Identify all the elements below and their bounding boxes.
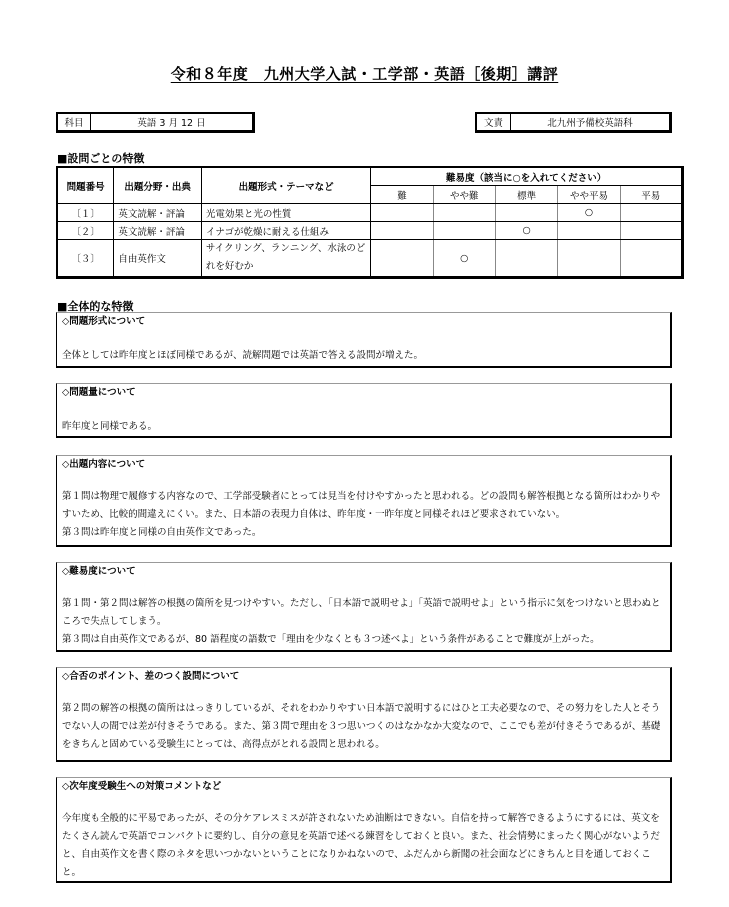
key-points-heading: ◇合否のポイント、差のつく設問について [62, 671, 240, 682]
author-box [475, 112, 672, 133]
level-somewhat-hard: やや難 [433, 186, 495, 204]
author-value: 北九州予備校英語科 [547, 118, 633, 129]
header-field: 出題分野・出典 [114, 167, 201, 204]
content-paragraph: 第１問は物理で履修する内容なので、工学部受験者にとっては見当を付けやすかったと思われる。どの設問も解答根拠となる箇所はわかりやすいため、比較的間違えにくい。また、日本語の表現力自体は、昨年度・一昨年度と同様それほど要求されていない。 [62, 491, 661, 520]
difficulty-cell [433, 222, 495, 240]
question-field: 英文読解・評論 [114, 204, 201, 222]
table-row [57, 204, 683, 222]
format-section [56, 312, 672, 368]
question-theme: サイクリング、ランニング、水泳のどれを好むか [201, 240, 370, 278]
difficulty-cell [495, 240, 557, 278]
difficulty-cell: ○ [495, 222, 557, 240]
header-theme: 出題形式・テーマなど [201, 167, 370, 204]
per-question-heading: ■設問ごとの特徴 [57, 152, 145, 165]
subject-box [56, 112, 255, 133]
question-number: 〔３〕 [57, 240, 114, 278]
difficulty-section [56, 562, 672, 652]
level-easy: 平易 [620, 186, 682, 204]
key-points-body [62, 700, 666, 754]
advice-body [62, 810, 666, 882]
difficulty-cell [558, 222, 620, 240]
question-number: 〔１〕 [57, 204, 114, 222]
table-row [57, 222, 683, 240]
difficulty-paragraph: 第１問・第２問は解答の根拠の箇所を見つけやすい。ただし、「日本語で説明せよ」「英語で説明せよ」という指示に気をつけないと思わぬところで失点してしまう。 [62, 598, 661, 627]
content-paragraph: 第３問は昨年度と同様の自由英作文であった。 [62, 527, 262, 538]
volume-paragraph: 昨年度と同様である。 [62, 421, 158, 432]
author-label: 文責 [477, 114, 511, 130]
question-theme: イナゴが乾燥に耐える仕組み [201, 222, 370, 240]
table-header-row [57, 167, 683, 186]
header-difficulty: 難易度（該当に○を入れてください） [371, 167, 683, 186]
difficulty-cell [558, 240, 620, 278]
format-heading: ◇問題形式について [62, 316, 146, 327]
overall-heading: ■全体的な特徴 [57, 300, 134, 313]
question-theme: 光電効果と光の性質 [201, 204, 370, 222]
content-body [62, 488, 666, 542]
question-number: 〔２〕 [57, 222, 114, 240]
question-field: 自由英作文 [114, 240, 201, 278]
document-title [0, 63, 729, 84]
difficulty-body [62, 595, 666, 649]
subject-label: 科目 [58, 114, 91, 130]
volume-section [56, 383, 672, 438]
question-table [56, 166, 684, 279]
header-number: 問題番号 [57, 167, 114, 204]
volume-body [62, 418, 666, 436]
content-section [56, 455, 672, 547]
content-heading: ◇出題内容について [62, 459, 146, 470]
difficulty-cell [495, 204, 557, 222]
difficulty-cell [371, 204, 433, 222]
difficulty-cell [433, 204, 495, 222]
format-body [62, 347, 666, 365]
document-title-text: 令和８年度 九州大学入試・工学部・英語［後期］講評 [170, 65, 559, 83]
advice-paragraph: 今年度も全般的に平易であったが、その分ケアレスミスが許されないため油断はできない。自信を持って解答できるようにするには、英文をたくさん読んで英語でコンパクトに要約し、自分の意見を英語で述べる練習をしておくと良い。また、社会情勢にまったく関心がないようだと、自由英作文を書く際のネタを思いつかないということになりかねないので、ふだんから新聞の社会面などにきちんと目を通しておくこと。 [62, 813, 660, 878]
difficulty-cell [371, 222, 433, 240]
advice-section [56, 777, 672, 883]
level-somewhat-easy: やや平易 [558, 186, 620, 204]
level-hard: 難 [371, 186, 433, 204]
format-paragraph: 全体としては昨年度とほぼ同様であるが、読解問題では英語で答える設問が増えた。 [62, 350, 424, 361]
difficulty-cell [620, 222, 682, 240]
key-points-section [56, 667, 672, 762]
subject-value: 英語 3 月 12 日 [137, 118, 206, 129]
table-row [57, 240, 683, 278]
level-standard: 標準 [495, 186, 557, 204]
difficulty-cell [620, 240, 682, 278]
volume-heading: ◇問題量について [62, 387, 136, 398]
difficulty-cell [371, 240, 433, 278]
difficulty-cell [620, 204, 682, 222]
question-field: 英文読解・評論 [114, 222, 201, 240]
difficulty-cell: ○ [433, 240, 495, 278]
advice-heading: ◇次年度受験生への対策コメントなど [62, 781, 222, 792]
key-points-paragraph: 第２問の解答の根拠の箇所ははっきりしているが、それをわかりやすい日本語で説明するにはひと工夫必要なので、その努力をした人とそうでない人の間では差が付きそうである。また、第３問で理由を３つ思いつくのはなかなか大変なので、ここでも差が付きそうであるが、基礎をきちんと固めている受験生にとっては、高得点がとれる設問と思われる。 [62, 703, 661, 750]
difficulty-paragraph: 第３問は自由英作文であるが、80 語程度の語数で「理由を少なくとも３つ述べよ」という条件があることで難度が上がった。 [62, 634, 600, 645]
difficulty-heading: ◇難易度について [62, 566, 136, 577]
difficulty-cell: ○ [558, 204, 620, 222]
